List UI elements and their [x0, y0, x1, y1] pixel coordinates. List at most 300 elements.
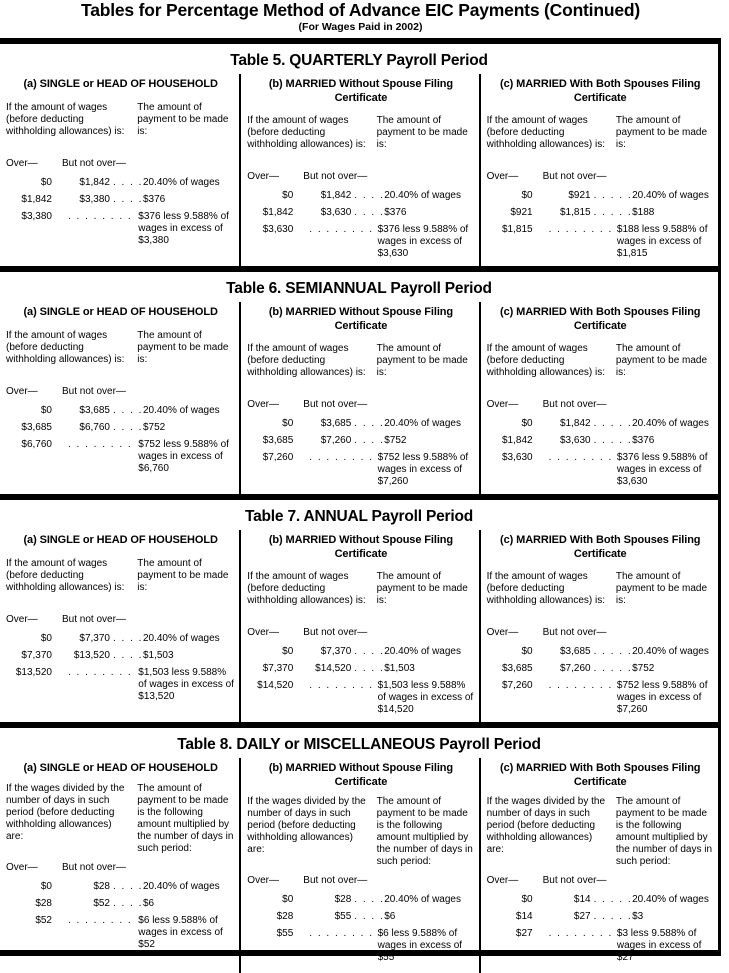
over-value: $3,630 [502, 451, 533, 463]
but-not-over-value: $28 [93, 880, 110, 892]
over-value: $27 [515, 927, 533, 939]
payment-caption: The amount of payment to be made is: [376, 342, 468, 378]
column-label: (c) MARRIED With Both Spouses Filing Certificate [500, 534, 701, 560]
but-not-over-label: But not over— [303, 170, 368, 182]
wage-caption: If the wages divided by the number of days in such period (before deducting withholding allowances) are: [486, 795, 606, 855]
payment-value: 20.40% of wages [632, 645, 709, 657]
over-value: $7,260 [262, 451, 294, 463]
table-row [6, 650, 235, 662]
table-row [487, 190, 714, 202]
column-rows [247, 894, 474, 964]
column-a [0, 302, 239, 496]
dot-leader: . . . . [354, 206, 385, 218]
over-value: $0 [521, 645, 533, 657]
dot-leader: . . . . . [593, 434, 633, 446]
dot-leader: . . . . [354, 434, 385, 446]
payment-value: $6 less 9.588% of wages in excess of $55 [377, 927, 463, 963]
but-not-over-value: $3,685 [320, 417, 352, 429]
payment-value: 20.40% of wages [384, 417, 461, 429]
dot-leader: . . . . . . . . [68, 914, 133, 926]
table-row [487, 418, 714, 430]
dot-leader: . . . . . [593, 893, 633, 905]
range-header-row [247, 399, 474, 410]
wage-caption: If the amount of wages (before deducting withholding allowances) is: [6, 329, 125, 365]
payment-value: 20.40% of wages [142, 632, 220, 644]
but-not-over-label: But not over— [542, 398, 607, 410]
dot-leader: . . . . . . . . [548, 223, 613, 235]
table-row [487, 207, 714, 219]
range-header-row [6, 386, 235, 397]
payment-caption: The amount of payment to be made is: [615, 114, 708, 150]
table-row [6, 667, 235, 703]
dot-leader: . . . . [113, 880, 143, 892]
payment-value: $752 less 9.588% of wages in excess of $7,260 [377, 451, 469, 487]
dot-leader: . . . . . . . . [309, 927, 374, 939]
over-value: $52 [35, 914, 52, 926]
dot-leader: . . . . [113, 176, 143, 188]
but-not-over-value: $6,760 [79, 421, 110, 433]
dot-leader: . . . . . . . . [68, 210, 133, 222]
over-value: $55 [276, 927, 294, 939]
but-not-over-value: $3,685 [79, 404, 110, 416]
table-row [247, 452, 474, 488]
table-row [6, 422, 235, 434]
but-not-over-value [533, 452, 546, 488]
over-value: $7,370 [262, 662, 294, 674]
over-value: $6,760 [21, 438, 52, 450]
payment-value: $752 [142, 421, 166, 433]
but-not-over-value: $13,520 [73, 649, 110, 661]
wage-caption: If the amount of wages (before deducting withholding allowances) is: [486, 114, 605, 150]
table-row [487, 452, 714, 488]
over-value: $13,520 [15, 666, 52, 678]
payment-caption: The amount of payment to be made is the following amount multiplied by the number of days in such period: [615, 795, 713, 867]
payment-value: $1,503 less 9.588% of wages in excess of $14,520 [377, 679, 474, 715]
column-captions [6, 330, 235, 366]
payment-value: $6 [142, 897, 155, 909]
column-captions [487, 343, 714, 379]
but-not-over-label: But not over— [62, 157, 126, 169]
table-row [6, 915, 235, 951]
range-header-row [247, 171, 474, 182]
but-not-over-value: $14 [573, 893, 591, 905]
dot-leader: . . . . [354, 662, 385, 674]
table-row [6, 898, 235, 910]
dot-leader: . . . . . . . . [68, 666, 133, 678]
but-not-over-value: $7,260 [320, 434, 352, 446]
dot-leader: . . . . [354, 189, 385, 201]
over-label: Over— [6, 613, 38, 625]
over-value: $3,685 [21, 421, 52, 433]
range-header-row [6, 158, 235, 169]
table-row [487, 663, 714, 675]
column-captions [487, 115, 714, 151]
over-value: $3,685 [502, 662, 533, 674]
dot-leader: . . . . . [593, 662, 633, 674]
over-label: Over— [6, 385, 38, 397]
column-rows [247, 418, 474, 488]
over-value: $1,842 [262, 206, 294, 218]
over-value: $14,520 [257, 679, 294, 691]
but-not-over-label: But not over— [542, 626, 607, 638]
over-label: Over— [486, 398, 519, 410]
payment-value: $376 [384, 206, 407, 218]
payment-value: 20.40% of wages [632, 417, 709, 429]
range-header-row [6, 614, 235, 625]
range-header-row [487, 875, 714, 886]
dot-leader: . . . . [354, 893, 385, 905]
table-row [6, 881, 235, 893]
column-b [239, 530, 478, 724]
but-not-over-label: But not over— [542, 170, 607, 182]
but-not-over-value [533, 680, 546, 716]
over-value: $1,842 [502, 434, 533, 446]
but-not-over-value: $921 [568, 189, 591, 201]
column-a [0, 530, 239, 724]
tables-container [0, 38, 721, 963]
wage-caption: If the amount of wages (before deducting withholding allowances) is: [247, 570, 366, 606]
but-not-over-label: But not over— [542, 874, 607, 886]
over-value: $0 [40, 176, 52, 188]
table-row [487, 928, 714, 964]
over-label: Over— [247, 398, 279, 410]
column-c [479, 758, 718, 972]
but-not-over-value: $27 [573, 910, 591, 922]
but-not-over-value: $52 [93, 897, 110, 909]
payment-value: $1,503 [142, 649, 174, 661]
but-not-over-value [52, 915, 65, 951]
but-not-over-value: $55 [334, 910, 352, 922]
but-not-over-value: $7,370 [79, 632, 110, 644]
table-section-8 [0, 728, 718, 963]
but-not-over-value: $3,630 [320, 206, 352, 218]
payment-caption: The amount of payment to be made is the following amount multiplied by the number of days in such period: [376, 795, 473, 867]
payment-caption: The amount of payment to be made is: [615, 570, 708, 606]
column-captions [487, 571, 714, 607]
column-a [0, 74, 239, 268]
column-a [0, 758, 239, 972]
payment-value: $3 [632, 910, 644, 922]
wage-caption: If the amount of wages (before deducting withholding allowances) is: [6, 557, 125, 593]
table-row [487, 911, 714, 923]
column-label: (b) MARRIED Without Spouse Filing Certificate [268, 78, 454, 104]
table-columns [0, 302, 718, 496]
table-row [247, 207, 474, 219]
but-not-over-value: $7,370 [320, 645, 352, 657]
dot-leader: . . . . . . . . [309, 679, 374, 691]
column-rows [6, 177, 235, 247]
table-row [6, 177, 235, 189]
column-rows [487, 646, 714, 716]
table-columns [0, 758, 718, 972]
payment-value: $1,503 [384, 662, 415, 674]
table-title: Table 7. ANNUAL Payroll Period [245, 508, 473, 526]
over-value: $0 [282, 417, 294, 429]
column-captions [247, 115, 474, 151]
table-row [6, 194, 235, 206]
payment-value: 20.40% of wages [384, 645, 461, 657]
column-rows [487, 190, 714, 260]
dot-leader: . . . . [354, 910, 385, 922]
dot-leader: . . . . . [593, 189, 633, 201]
column-b [239, 302, 478, 496]
payment-value: $188 less 9.588% of wages in excess of $1,815 [616, 223, 708, 259]
column-rows [487, 894, 714, 964]
column-rows [6, 405, 235, 475]
column-label: (c) MARRIED With Both Spouses Filing Certificate [500, 306, 701, 332]
table-row [247, 911, 474, 923]
over-value: $1,815 [502, 223, 533, 235]
range-header-row [247, 875, 474, 886]
table-row [487, 646, 714, 658]
over-value: $0 [282, 893, 294, 905]
dot-leader: . . . . . [593, 417, 633, 429]
but-not-over-value [293, 928, 306, 964]
over-value: $1,842 [21, 193, 52, 205]
column-label: (b) MARRIED Without Spouse Filing Certificate [268, 762, 454, 788]
payment-value: $752 less 9.588% of wages in excess of $6,760 [138, 438, 229, 474]
table-row [487, 680, 714, 716]
dot-leader: . . . . [113, 404, 143, 416]
over-value: $0 [40, 632, 52, 644]
over-value: $0 [40, 880, 52, 892]
dot-leader: . . . . [354, 417, 385, 429]
payment-caption: The amount of payment to be made is: [137, 101, 229, 137]
over-value: $28 [276, 910, 294, 922]
payment-value: $6 [384, 910, 396, 922]
but-not-over-value: $3,380 [79, 193, 110, 205]
payment-caption: The amount of payment to be made is the following amount multiplied by the number of days in such period: [137, 782, 234, 854]
over-value: $0 [282, 189, 294, 201]
payment-value: $376 [142, 193, 166, 205]
table-row [247, 680, 474, 716]
table-section-5 [0, 44, 718, 266]
wage-caption: If the amount of wages (before deducting withholding allowances) is: [247, 342, 366, 378]
column-label: (b) MARRIED Without Spouse Filing Certificate [268, 534, 454, 560]
dot-leader: . . . . [113, 897, 143, 909]
over-label: Over— [247, 170, 279, 182]
over-label: Over— [486, 626, 519, 638]
table-title: Table 5. QUARTERLY Payroll Period [230, 52, 488, 70]
table-row [247, 663, 474, 675]
payment-value: $188 [632, 206, 655, 218]
dot-leader: . . . . [113, 193, 143, 205]
column-label: (a) SINGLE or HEAD OF HOUSEHOLD [23, 762, 218, 775]
column-c [479, 74, 718, 268]
table-row [6, 633, 235, 645]
wage-caption: If the amount of wages (before deducting withholding allowances) is: [486, 342, 605, 378]
but-not-over-label: But not over— [303, 398, 368, 410]
table-row [247, 224, 474, 260]
wage-caption: If the wages divided by the number of days in such period (before deducting withholding allowances) are: [6, 782, 125, 842]
column-label: (a) SINGLE or HEAD OF HOUSEHOLD [23, 78, 218, 91]
payment-value: $376 less 9.588% of wages in excess of $3,630 [616, 451, 708, 487]
but-not-over-label: But not over— [303, 626, 368, 638]
payment-value: $752 [384, 434, 407, 446]
but-not-over-value: $1,815 [560, 206, 591, 218]
dot-leader: . . . . [113, 649, 143, 661]
table-columns [0, 74, 718, 268]
table-row [247, 894, 474, 906]
dot-leader: . . . . [113, 632, 143, 644]
page-subtitle: (For Wages Paid in 2002) [298, 21, 423, 34]
column-captions [6, 783, 235, 855]
column-label: (b) MARRIED Without Spouse Filing Certificate [268, 306, 454, 332]
range-header-row [487, 399, 714, 410]
dot-leader: . . . . . [593, 645, 633, 657]
but-not-over-value [52, 667, 65, 703]
table-row [6, 211, 235, 247]
dot-leader: . . . . [354, 645, 385, 657]
payment-value: 20.40% of wages [384, 189, 461, 201]
over-value: $0 [521, 189, 533, 201]
page-title: Tables for Percentage Method of Advance EIC Payments (Continued) [81, 0, 640, 20]
dot-leader: . . . . . . . . [68, 438, 133, 450]
but-not-over-value: $3,685 [560, 645, 591, 657]
table-section-7 [0, 500, 718, 722]
dot-leader: . . . . . [593, 910, 633, 922]
column-rows [487, 418, 714, 488]
column-label: (a) SINGLE or HEAD OF HOUSEHOLD [23, 534, 218, 547]
table-title: Table 8. DAILY or MISCELLANEOUS Payroll Period [177, 736, 541, 754]
over-value: $921 [510, 206, 533, 218]
but-not-over-value [293, 452, 306, 488]
over-value: $0 [40, 404, 52, 416]
but-not-over-value [533, 928, 546, 964]
payment-value: $376 less 9.588% of wages in excess of $3,630 [377, 223, 469, 259]
but-not-over-value: $7,260 [560, 662, 591, 674]
column-rows [6, 881, 235, 951]
dot-leader: . . . . . . . . [309, 223, 374, 235]
dot-leader: . . . . . . . . [548, 679, 613, 691]
wage-caption: If the wages divided by the number of days in such period (before deducting withholding allowances) are: [247, 795, 366, 855]
payment-caption: The amount of payment to be made is: [137, 329, 229, 365]
but-not-over-value: $14,520 [315, 662, 352, 674]
table-row [247, 928, 474, 964]
column-rows [6, 633, 235, 703]
but-not-over-value: $1,842 [320, 189, 352, 201]
but-not-over-value [293, 224, 306, 260]
but-not-over-value: $28 [334, 893, 352, 905]
over-label: Over— [486, 170, 519, 182]
column-captions [6, 558, 235, 594]
over-value: $3,380 [21, 210, 52, 222]
payment-caption: The amount of payment to be made is: [376, 114, 468, 150]
table-row [6, 439, 235, 475]
column-rows [247, 190, 474, 260]
column-label: (a) SINGLE or HEAD OF HOUSEHOLD [23, 306, 218, 319]
range-header-row [247, 627, 474, 638]
column-c [479, 302, 718, 496]
but-not-over-value [52, 439, 65, 475]
over-label: Over— [247, 874, 279, 886]
over-value: $14 [515, 910, 533, 922]
table-row [487, 435, 714, 447]
wage-caption: If the amount of wages (before deducting withholding allowances) is: [6, 101, 125, 137]
column-captions [247, 796, 474, 868]
but-not-over-label: But not over— [62, 613, 126, 625]
column-b [239, 758, 478, 972]
dot-leader: . . . . [113, 421, 143, 433]
payment-value: $752 less 9.588% of wages in excess of $7,260 [616, 679, 708, 715]
payment-value: 20.40% of wages [384, 893, 461, 905]
payment-value: 20.40% of wages [142, 404, 220, 416]
but-not-over-label: But not over— [62, 385, 126, 397]
dot-leader: . . . . . . . . [548, 927, 613, 939]
payment-value: $752 [632, 662, 655, 674]
over-label: Over— [486, 874, 519, 886]
payment-value: $6 less 9.588% of wages in excess of $52 [138, 914, 223, 950]
but-not-over-value: $1,842 [560, 417, 591, 429]
table-row [487, 224, 714, 260]
payment-value: 20.40% of wages [632, 189, 709, 201]
column-captions [247, 571, 474, 607]
over-value: $28 [35, 897, 52, 909]
range-header-row [487, 627, 714, 638]
payment-caption: The amount of payment to be made is: [615, 342, 708, 378]
column-b [239, 74, 478, 268]
table-row [6, 405, 235, 417]
but-not-over-value [533, 224, 546, 260]
over-label: Over— [6, 861, 38, 873]
payment-value: 20.40% of wages [142, 880, 220, 892]
range-header-row [6, 862, 235, 873]
dot-leader: . . . . . . . . [548, 451, 613, 463]
payment-value: $3 less 9.588% of wages in excess of $27 [616, 927, 702, 963]
table-section-6 [0, 272, 718, 494]
but-not-over-value: $3,630 [560, 434, 591, 446]
payment-value: $1,503 less 9.588% of wages in excess of $13,520 [138, 666, 234, 702]
payment-value: $376 [632, 434, 655, 446]
table-title: Table 6. SEMIANNUAL Payroll Period [226, 280, 492, 298]
column-rows [247, 646, 474, 716]
column-captions [487, 796, 714, 868]
payment-caption: The amount of payment to be made is: [376, 570, 468, 606]
over-value: $0 [521, 893, 533, 905]
dot-leader: . . . . . [593, 206, 633, 218]
column-captions [247, 343, 474, 379]
wage-caption: If the amount of wages (before deducting withholding allowances) is: [247, 114, 366, 150]
payment-caption: The amount of payment to be made is: [137, 557, 229, 593]
but-not-over-value [52, 211, 65, 247]
over-value: $0 [282, 645, 294, 657]
but-not-over-label: But not over— [62, 861, 126, 873]
range-header-row [487, 171, 714, 182]
column-c [479, 530, 718, 724]
over-value: $3,685 [262, 434, 294, 446]
over-label: Over— [6, 157, 38, 169]
payment-value: 20.40% of wages [632, 893, 709, 905]
dot-leader: . . . . . . . . [309, 451, 374, 463]
table-row [247, 435, 474, 447]
but-not-over-value: $1,842 [79, 176, 110, 188]
column-captions [6, 102, 235, 138]
over-value: $7,260 [502, 679, 533, 691]
table-row [487, 894, 714, 906]
column-label: (c) MARRIED With Both Spouses Filing Certificate [500, 78, 701, 104]
over-value: $0 [521, 417, 533, 429]
payment-value: $376 less 9.588% of wages in excess of $3,380 [138, 210, 229, 246]
but-not-over-value [293, 680, 306, 716]
payment-value: 20.40% of wages [142, 176, 220, 188]
table-row [247, 190, 474, 202]
column-label: (c) MARRIED With Both Spouses Filing Certificate [500, 762, 701, 788]
over-label: Over— [247, 626, 279, 638]
over-value: $7,370 [21, 649, 52, 661]
table-row [247, 418, 474, 430]
wage-caption: If the amount of wages (before deducting withholding allowances) is: [486, 570, 605, 606]
over-value: $3,630 [262, 223, 294, 235]
